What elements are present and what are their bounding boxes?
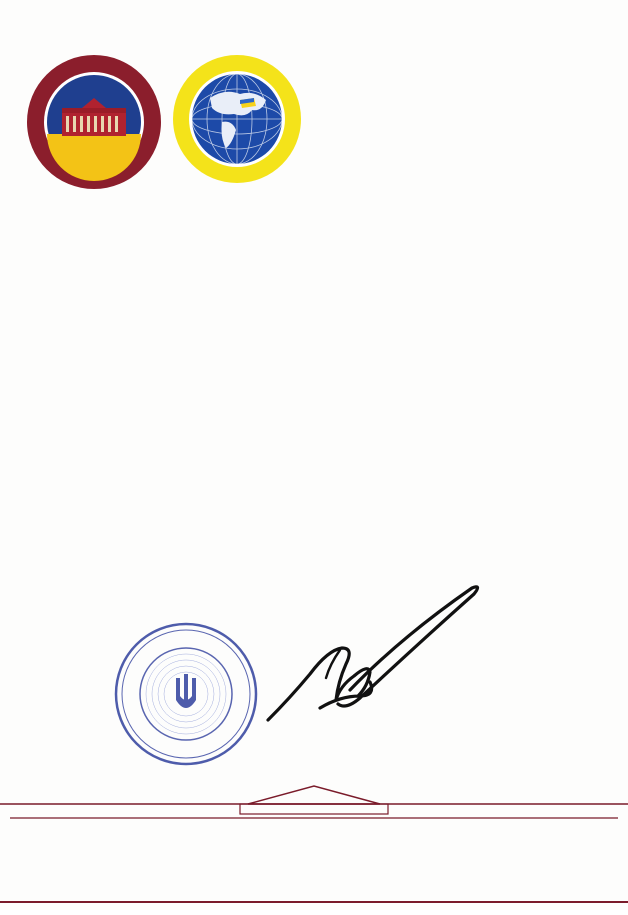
official-stamp [112,620,260,768]
university-building-illustration [0,778,628,910]
top-border [18,18,608,30]
institute-logo [170,52,304,186]
rector-signature [250,578,490,738]
university-logo [24,52,164,192]
